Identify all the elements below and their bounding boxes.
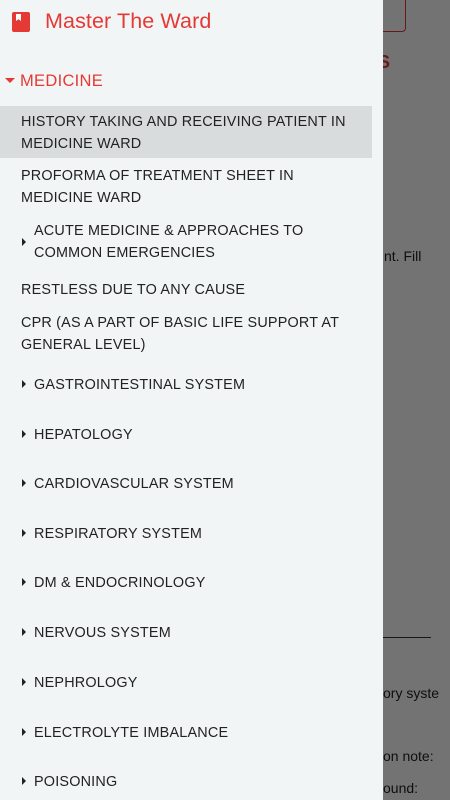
menu-item-label: ACUTE MEDICINE & APPROACHES TO COMMON EMERGENCIES xyxy=(34,223,304,261)
menu-item-label: CPR (AS A PART OF BASIC LIFE SUPPORT AT GENERAL LEVEL) xyxy=(21,315,339,353)
menu-item-label: GASTROINTESTINAL SYSTEM xyxy=(34,377,246,393)
menu-item-electrolyte-imbalance[interactable] xyxy=(0,719,372,749)
menu-item-restless[interactable] xyxy=(0,276,372,306)
caret-down-icon xyxy=(5,78,15,83)
menu-item-cardiovascular[interactable] xyxy=(0,470,372,500)
menu-item-proforma-treatment-sheet[interactable] xyxy=(0,162,372,212)
menu-item-label: RESPIRATORY SYSTEM xyxy=(34,526,203,542)
menu-item-label: HISTORY TAKING AND RECEIVING PATIENT IN MEDICINE WARD xyxy=(21,114,346,152)
caret-right-icon xyxy=(22,628,26,636)
menu-item-poisoning[interactable] xyxy=(0,768,372,798)
caret-right-icon xyxy=(22,529,26,537)
menu-item-cpr[interactable] xyxy=(0,309,372,361)
caret-right-icon xyxy=(22,777,26,785)
menu-item-label: HEPATOLOGY xyxy=(34,427,133,443)
menu-item-nervous-system[interactable] xyxy=(0,619,372,649)
caret-right-icon xyxy=(22,430,26,438)
menu-item-history-taking[interactable] xyxy=(0,106,372,158)
menu-item-label: ELECTROLYTE IMBALANCE xyxy=(34,725,229,741)
menu-item-label: POISONING xyxy=(34,774,118,790)
menu-item-nephrology[interactable] xyxy=(0,669,372,699)
menu-item-label: NERVOUS SYSTEM xyxy=(34,625,171,641)
menu-item-hepatology[interactable] xyxy=(0,421,372,451)
section-medicine[interactable] xyxy=(0,66,383,96)
section-label: MEDICINE xyxy=(20,72,104,90)
menu-item-label: PROFORMA OF TREATMENT SHEET IN MEDICINE WARD xyxy=(21,168,294,206)
caret-right-icon xyxy=(22,380,26,388)
drawer-header xyxy=(0,0,383,46)
menu-item-label: RESTLESS DUE TO ANY CAUSE xyxy=(21,282,246,298)
app-title: Master The Ward xyxy=(45,9,212,33)
menu-item-respiratory[interactable] xyxy=(0,520,372,550)
caret-right-icon xyxy=(22,728,26,736)
caret-right-icon xyxy=(22,678,26,686)
menu-item-label: DM & ENDOCRINOLOGY xyxy=(34,575,206,591)
caret-right-icon xyxy=(22,238,26,246)
menu-item-dm-endocrinology[interactable] xyxy=(0,569,372,599)
menu-item-acute-medicine[interactable] xyxy=(0,217,372,269)
caret-right-icon xyxy=(22,578,26,586)
caret-right-icon xyxy=(22,479,26,487)
menu-item-label: CARDIOVASCULAR SYSTEM xyxy=(34,476,234,492)
menu-item-label: NEPHROLOGY xyxy=(34,675,138,691)
book-icon xyxy=(12,12,30,32)
menu-item-gastrointestinal[interactable] xyxy=(0,371,372,401)
